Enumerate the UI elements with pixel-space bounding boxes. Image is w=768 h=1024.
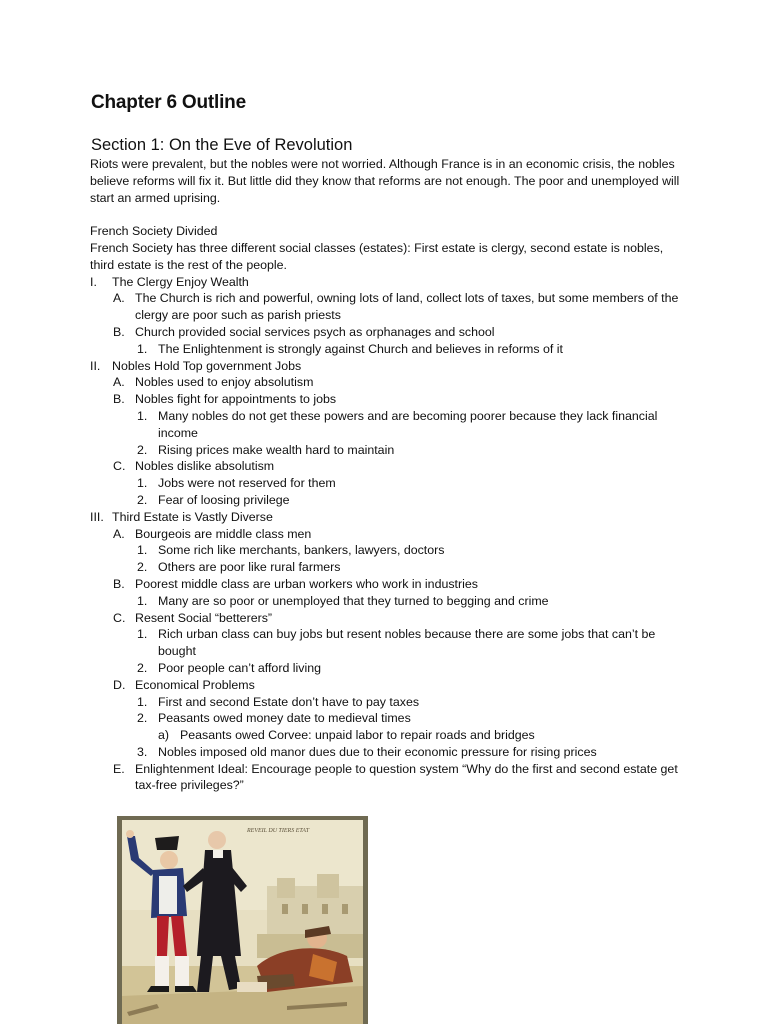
outline-text: Economical Problems: [135, 677, 255, 692]
outline-text: Others are poor like rural farmers: [158, 560, 341, 575]
outline-text: Poorest middle class are urban workers who work in industries: [135, 576, 478, 591]
outline-text: Church provided social services psych as orphanages and school: [135, 324, 495, 339]
outline-item: [90, 710, 690, 727]
outline-item: [90, 391, 690, 408]
outline-item: [90, 626, 690, 660]
subheading: French Society Divided: [90, 224, 218, 239]
document-body: [90, 156, 690, 794]
outline-item: [90, 593, 690, 610]
outline-marker: 1.: [137, 408, 148, 423]
outline-text: Enlightenment Ideal: Encourage people to question system “Why do the first and second estate get tax-free privileges?”: [135, 761, 678, 793]
outline-text: Third Estate is Vastly Diverse: [112, 509, 273, 524]
outline-marker: A.: [113, 526, 125, 541]
outline-text: Some rich like merchants, bankers, lawyers, doctors: [158, 543, 445, 558]
outline-item: [90, 458, 690, 475]
outline-item: [90, 290, 690, 324]
outline-marker: 2.: [137, 711, 148, 726]
outline-marker: III.: [90, 509, 104, 524]
outline-text: Nobles imposed old manor dues due to their economic pressure for rising prices: [158, 744, 597, 759]
outline-item: [90, 744, 690, 761]
outline-item: [90, 542, 690, 559]
outline-item: [90, 610, 690, 627]
outline-text: Jobs were not reserved for them: [158, 476, 336, 491]
outline-marker: D.: [113, 677, 126, 692]
outline-marker: II.: [90, 358, 101, 373]
outline-marker: I.: [90, 274, 97, 289]
outline-item: [90, 274, 690, 291]
illustration-artwork: [117, 816, 368, 1024]
outline-marker: C.: [113, 610, 126, 625]
outline-item: [90, 576, 690, 593]
outline-marker: 1.: [137, 341, 148, 356]
outline-text: Rising prices make wealth hard to maintain: [158, 442, 395, 457]
outline-marker: a): [158, 728, 170, 743]
outline-text: Peasants owed money date to medieval times: [158, 711, 411, 726]
outline-item: [90, 475, 690, 492]
outline-text: The Church is rich and powerful, owning lots of land, collect lots of taxes, but some members of the clergy are poor such as parish priests: [135, 291, 679, 323]
outline-item: [90, 677, 690, 694]
outline-item: [90, 341, 690, 358]
outline-list: [90, 274, 690, 795]
outline-marker: 2.: [137, 492, 148, 507]
illustration-caption: REVEIL DU TIERS ETAT: [247, 828, 310, 834]
outline-text: Resent Social “betterers”: [135, 610, 273, 625]
outline-item: [90, 761, 690, 795]
outline-item: [90, 408, 690, 442]
outline-text: Rich urban class can buy jobs but resent nobles because there are some jobs that can’t be bought: [158, 627, 656, 659]
outline-item: [90, 727, 690, 744]
outline-text: Poor people can’t afford living: [158, 660, 322, 675]
outline-marker: 3.: [137, 744, 148, 759]
outline-marker: 2.: [137, 560, 148, 575]
intro-paragraph: Riots were prevalent, but the nobles were not worried. Although France is in an economic crisis, the nobles believe reforms will fix it. But little did they know that reforms are not enough. The poor and unemployed will start an armed uprising.: [90, 157, 680, 205]
outline-item: [90, 324, 690, 341]
outline-marker: B.: [113, 576, 125, 591]
outline-item: [90, 374, 690, 391]
outline-marker: 1.: [137, 476, 148, 491]
outline-marker: 1.: [137, 593, 148, 608]
outline-marker: 1.: [137, 543, 148, 558]
outline-marker: 1.: [137, 694, 148, 709]
outline-text: The Enlightenment is strongly against Church and believes in reforms of it: [158, 341, 563, 356]
outline-item: [90, 526, 690, 543]
outline-text: Nobles dislike absolutism: [135, 459, 275, 474]
outline-item: [90, 358, 690, 375]
outline-text: Many nobles do not get these powers and are becoming poorer because they lack financial income: [158, 408, 658, 440]
outline-item: [90, 559, 690, 576]
outline-text: Bourgeois are middle class men: [135, 526, 312, 541]
outline-marker: 2.: [137, 442, 148, 457]
outline-marker: 1.: [137, 627, 148, 642]
outline-item: [90, 694, 690, 711]
outline-marker: A.: [113, 291, 125, 306]
outline-marker: B.: [113, 392, 125, 407]
outline-text: Nobles used to enjoy absolutism: [135, 375, 314, 390]
subintro-paragraph: French Society has three different social classes (estates): First estate is clergy, second estate is nobles, third estate is the rest of the people.: [90, 240, 664, 272]
outline-text: Peasants owed Corvee: unpaid labor to repair roads and bridges: [180, 728, 535, 743]
outline-marker: C.: [113, 459, 126, 474]
outline-marker: B.: [113, 324, 125, 339]
outline-text: First and second Estate don’t have to pay taxes: [158, 694, 420, 709]
outline-item: [90, 442, 690, 459]
historical-illustration: [117, 816, 368, 1024]
outline-text: Fear of loosing privilege: [158, 492, 290, 507]
outline-marker: A.: [113, 375, 125, 390]
outline-item: [90, 492, 690, 509]
outline-item: [90, 660, 690, 677]
outline-item: [90, 509, 690, 526]
page-title: Chapter 6 Outline: [91, 92, 246, 113]
paragraph-spacer: [90, 206, 690, 223]
outline-marker: 2.: [137, 660, 148, 675]
outline-text: Nobles Hold Top government Jobs: [112, 358, 302, 373]
outline-text: The Clergy Enjoy Wealth: [112, 274, 249, 289]
section-heading: Section 1: On the Eve of Revolution: [91, 136, 353, 154]
outline-marker: E.: [113, 761, 125, 776]
outline-text: Nobles fight for appointments to jobs: [135, 392, 337, 407]
outline-text: Many are so poor or unemployed that they turned to begging and crime: [158, 593, 549, 608]
